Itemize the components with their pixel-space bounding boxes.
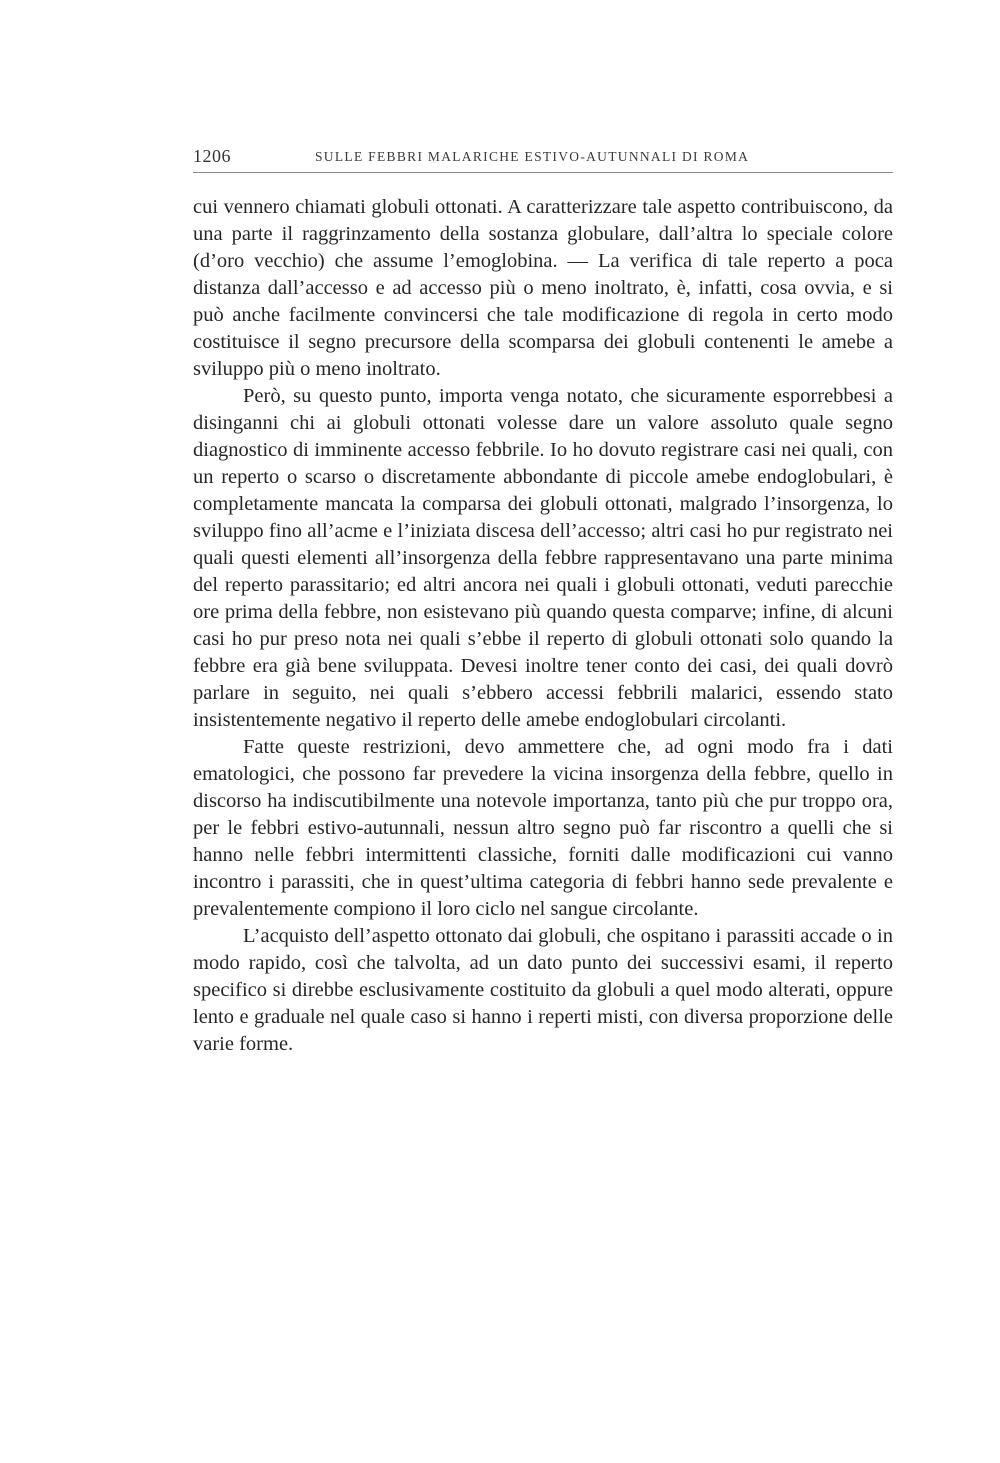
paragraph-4: L’acquisto dell’aspetto ottonato dai globuli, che ospitano i parassiti accade o in modo rapido, così che talvolta, ad un dato punto dei successivi esami, il reperto specifico si direbbe esclusivamente costituito da globuli a quel modo alterati, oppure lento e graduale nel quale caso si hanno i reperti misti, con diversa proporzione delle varie forme. <box>193 925 893 1055</box>
paragraph-1: cui vennero chiamati globuli ottonati. A caratterizzare tale aspetto contribuiscono, da una parte il raggrinzamento della sostanza globulare, dall’altra lo speciale colore (d’oro vecchio) che assume l’emoglobina. — La verifica di tale reperto a poca distanza dall’accesso e ad accesso più o meno inoltrato, è, infatti, cosa ovvia, e si può anche facilmente convincersi che tale modificazione di regola in certo modo costituisce il segno precursore della scomparsa dei globuli contenenti le amebe a sviluppo più o meno inoltrato. <box>193 196 893 380</box>
running-head <box>193 142 893 173</box>
paragraph-2: Però, su questo punto, importa venga notato, che sicuramente esporrebbesi a disinganni chi ai globuli ottonati volesse dare un valore assoluto quale segno diagnostico di imminente accesso febbrile. Io ho dovuto registrare casi nei quali, con un reperto o scarso o discretamente abbondante di piccole amebe endoglobulari, è completamente mancata la comparsa dei globuli ottonati, malgrado l’insorgenza, lo sviluppo fino all’acme e l’iniziata discesa dell’accesso; altri casi ho pur registrato nei quali questi elementi all’insorgenza della febbre rappresentavano una parte minima del reperto parassitario; ed altri ancora nei quali i globuli ottonati, veduti parecchie ore prima della febbre, non esistevano più quando questa comparve; infine, di alcuni casi ho pur preso nota nei quali s’ebbe il reperto di globuli ottonati solo quando la febbre era già bene sviluppata. Devesi inoltre tener conto dei casi, dei quali dovrò parlare in seguito, nei quali s’ebbero accessi febbrili malarici, essendo stato insistentemente negativo il reperto delle amebe endoglobulari circolanti. <box>193 385 893 731</box>
page-number: 1206 <box>193 146 231 166</box>
running-title: SULLE FEBBRI MALARICHE ESTIVO-AUTUNNALI DI ROMA <box>315 149 750 164</box>
paragraph-3: Fatte queste restrizioni, devo ammettere che, ad ogni modo fra i dati ematologici, che possono far prevedere la vicina insorgenza della febbre, quello in discorso ha indiscutibilmente una notevole importanza, tanto più che pur troppo ora, per le febbri estivo-autunnali, nessun altro segno può far riscontro a quelli che si hanno nelle febbri intermittenti classiche, forniti dalle modificazioni cui vanno incontro i parassiti, che in quest’ultima categoria di febbri hanno sede prevalente e prevalentemente compiono il loro ciclo nel sangue circolante. <box>193 736 893 920</box>
body-text <box>193 194 893 1058</box>
